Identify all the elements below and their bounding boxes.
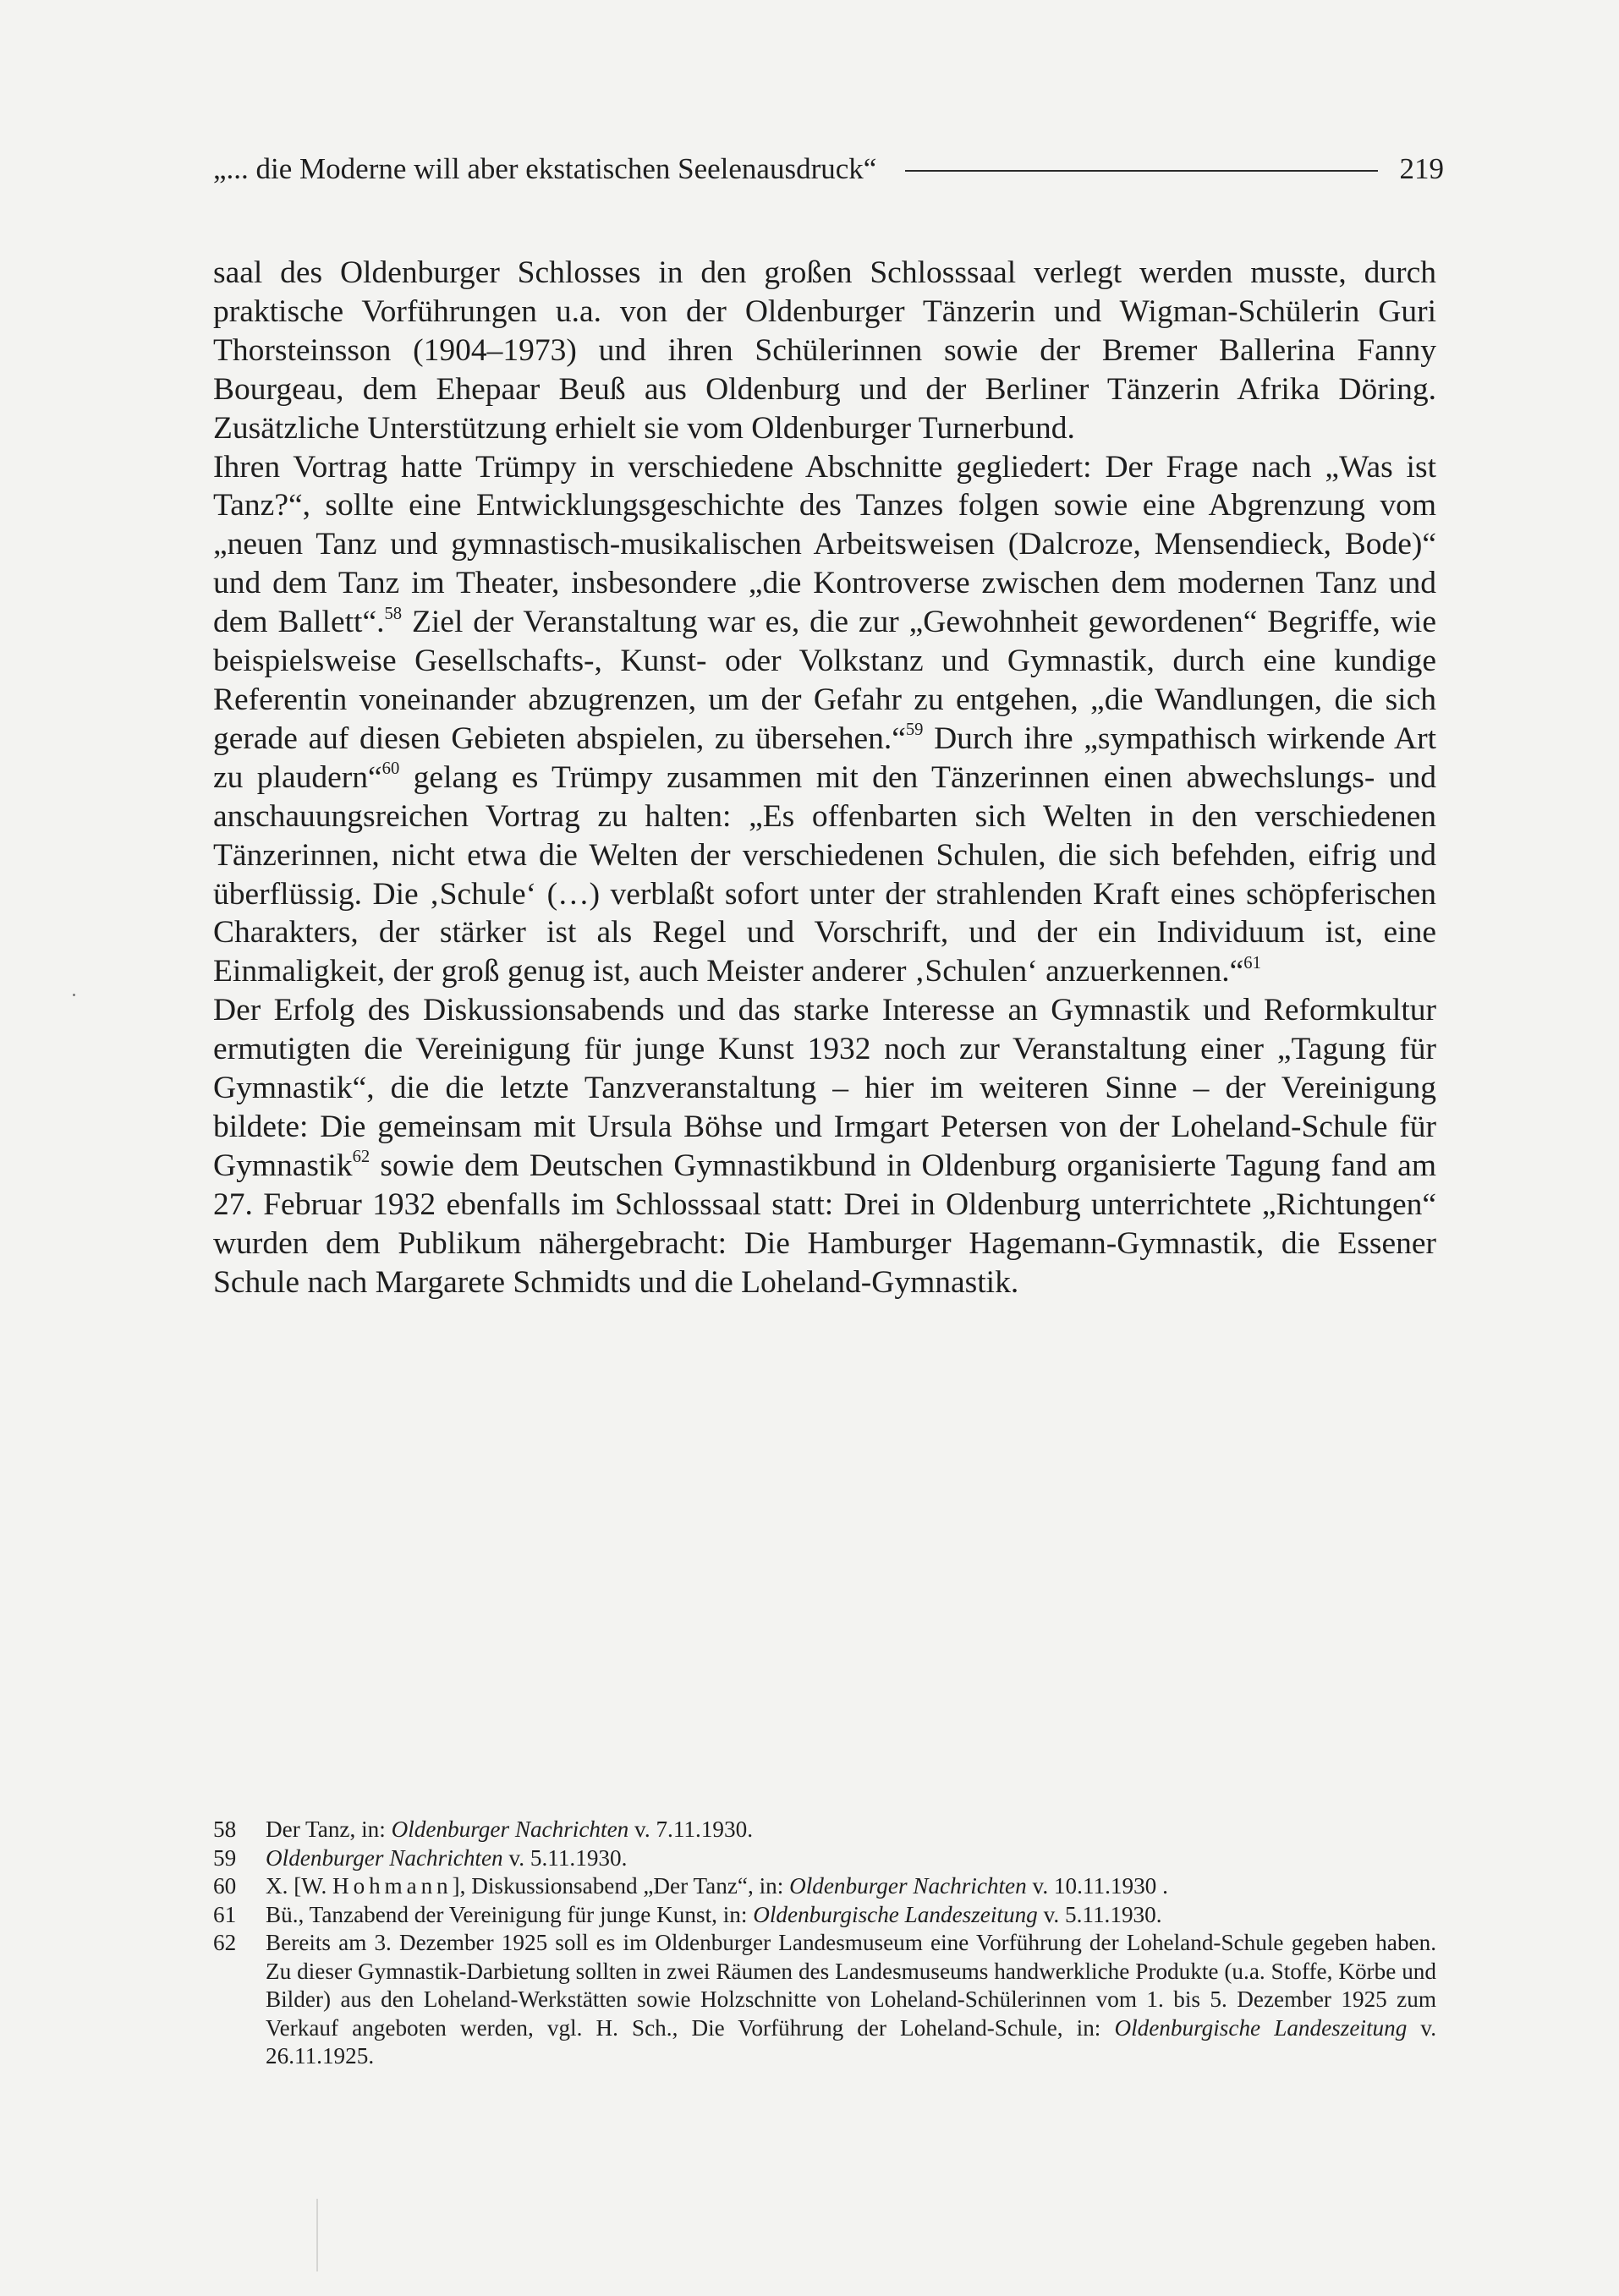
text-run: v. 5.11.1930. [1037, 1901, 1162, 1927]
text-run: sowie dem Deutschen Gymnastikbund in Oldenburg organisierte Tagung fand am 27. Februar 1932 ebenfalls im Schlosssaal statt: Drei in Oldenburg unterrichtete „Richtungen“ wurden dem Publikum nähergebracht: Die Hamburger Hagemann-Gymnastik, die Essener Schule nach Margarete Schmidts und die Loheland-Gymnastik. [213, 1148, 1436, 1300]
spaced-name: Hohmann [332, 1873, 453, 1899]
footnote-number: 61 [213, 1901, 237, 1927]
text-run: Durch ihre „sympathisch wirkende Art zu plaudern“ [213, 721, 1436, 795]
footnote-number: 62 [213, 1930, 237, 1955]
footnote-number: 58 [213, 1817, 237, 1842]
footnote-text [266, 1901, 1436, 1930]
running-header [213, 145, 1444, 193]
footnote-ref: 60 [381, 759, 400, 779]
running-head-title: „... die Moderne will aber ekstatischen Seelenausdruck“ [213, 152, 877, 185]
text-run: v. 5.11.1930. [502, 1844, 628, 1871]
footnote [213, 1816, 1436, 1844]
text-run: Bereits am 3. Dezember 1925 soll es im Oldenburger Landesmuseum eine Vorführung der Loheland-Schule gegeben haben. Zu dieser Gymnastik-Darbietung sollten in zwei Räumen des Landesmuseums handwerkliche Produkte (u.a. Stoffe, Körbe und Bilder) aus den Loheland-Werkstätten sowie Holzschnitte von Loheland-Schülerinnen vom 1. bis 5. Dezember 1925 zum Verkauf angeboten werden, vgl. H. Sch., Die Vorführung der Loheland-Schule, in: [266, 1930, 1436, 2041]
text-run: ], Diskussionsabend „Der Tanz“, in: [452, 1873, 790, 1899]
footnote [213, 1901, 1436, 1930]
italic-title: Oldenburger Nachrichten [391, 1817, 629, 1842]
footnote-number: 59 [213, 1844, 237, 1871]
italic-title: Oldenburgische Landeszeitung [1114, 2014, 1408, 2041]
footnote [213, 1929, 1436, 2071]
text-run: v. 10.11.1930 . [1026, 1873, 1168, 1899]
text-run: saal des Oldenburger Schlosses in den großen Schlosssaal verlegt werden musste, durch praktische Vorführungen u.a. von der Oldenburger Tänzerin und Wigman-Schülerin Guri Thorsteinsson (1904–1973) und ihren Schülerinnen sowie der Bremer Ballerina Fanny Bourgeau, dem Ehepaar Beuß aus Oldenburg und der Berliner Tänzerin Afrika Döring. Zusätzliche Unterstützung erhielt sie vom Oldenburger Turnerbund. [213, 255, 1436, 446]
paragraph [213, 991, 1436, 1301]
scan-speck [73, 994, 75, 996]
footnote-text [266, 1844, 1436, 1873]
text-run: Der Erfolg des Diskussionsabends und das starke Interesse an Gymnastik und Reformkultur ermutigten die Vereinigung für junge Kunst 1932 noch zur Veranstaltung einer „Tagung für Gymnastik“, die die letzte Tanzveranstaltung – hier im weiteren Sinne – der Vereinigung bildete: Die gemeinsam mit Ursula Böhse und Irmgart Petersen von der Loheland-Schule für Gymnastik [213, 993, 1436, 1183]
body-text [213, 254, 1436, 1301]
text-run: Ziel der Veranstaltung war es, die zur „Gewohnheit gewordenen“ Begriffe, wie beispielsweise Gesellschafts-, Kunst- oder Volkstanz und Gymnastik, durch eine kundige Referentin voneinander abzugrenzen, um der Gefahr zu entgehen, „die Wandlungen, die sich gerade auf diesen Gebieten abspielen, zu übersehen.“ [213, 605, 1436, 756]
text-run: Bü., Tanzabend der Vereinigung für junge Kunst, in: [266, 1901, 754, 1927]
text-run: v. 26.11.1925. [266, 2014, 1437, 2069]
footnotes [213, 1816, 1436, 2071]
text-run: Der Tanz, in: [266, 1817, 392, 1842]
italic-title: Oldenburger Nachrichten [789, 1873, 1027, 1899]
footnote-ref: 59 [905, 721, 924, 740]
paragraph [213, 448, 1436, 992]
italic-title: Oldenburgische Landeszeitung [753, 1901, 1038, 1927]
page-number: 219 [1399, 152, 1444, 185]
italic-title: Oldenburger Nachrichten [266, 1844, 503, 1871]
footnote-text [266, 1872, 1436, 1901]
footnote-ref: 58 [384, 604, 403, 623]
footnote [213, 1872, 1436, 1901]
footnote [213, 1844, 1436, 1873]
footnote-ref: 61 [1243, 953, 1261, 973]
footnote-ref: 62 [352, 1148, 370, 1167]
footnote-number: 60 [213, 1873, 237, 1899]
scan-mark [316, 2199, 318, 2271]
footnote-text [266, 1816, 1436, 1844]
text-run: gelang es Trümpy zusammen mit den Tänzerinnen einen abwechslungs- und anschauungsreichen Vortrag zu halten: „Es offenbarten sich Welten in den verschiedenen Tänzerinnen, nicht etwa die Welten der verschiedenen Schulen, die sich befehden, eifrig und überflüssig. Die ‚Schule‘ (…) verblaßt sofort unter der strahlenden Kraft eines schöpferischen Charakters, der stärker ist als Regel und Vorschrift, und der ein Individuum ist, eine Einmaligkeit, der groß genug ist, auch Meister anderer ‚Schulen‘ anzuerkennen.“ [213, 759, 1436, 989]
text-run: X. [W. [266, 1873, 333, 1899]
text-run: Ihren Vortrag hatte Trümpy in verschiedene Abschnitte gegliedert: Der Frage nach „Was ist Tanz?“, sollte eine Entwicklungsgeschichte des Tanzes folgen sowie eine Abgrenzung vom „neuen Tanz und gymnastisch-musikalischen Arbeitsweisen (Dalcroze, Mensendieck, Bode)“ und dem Tanz im Theater, insbesondere „die Kontroverse zwischen dem modernen Tanz und dem Ballett“. [213, 449, 1436, 640]
paragraph [213, 254, 1436, 448]
footnote-text [266, 1929, 1436, 2071]
text-run: v. 7.11.1930. [628, 1817, 753, 1842]
header-rule [905, 170, 1377, 172]
